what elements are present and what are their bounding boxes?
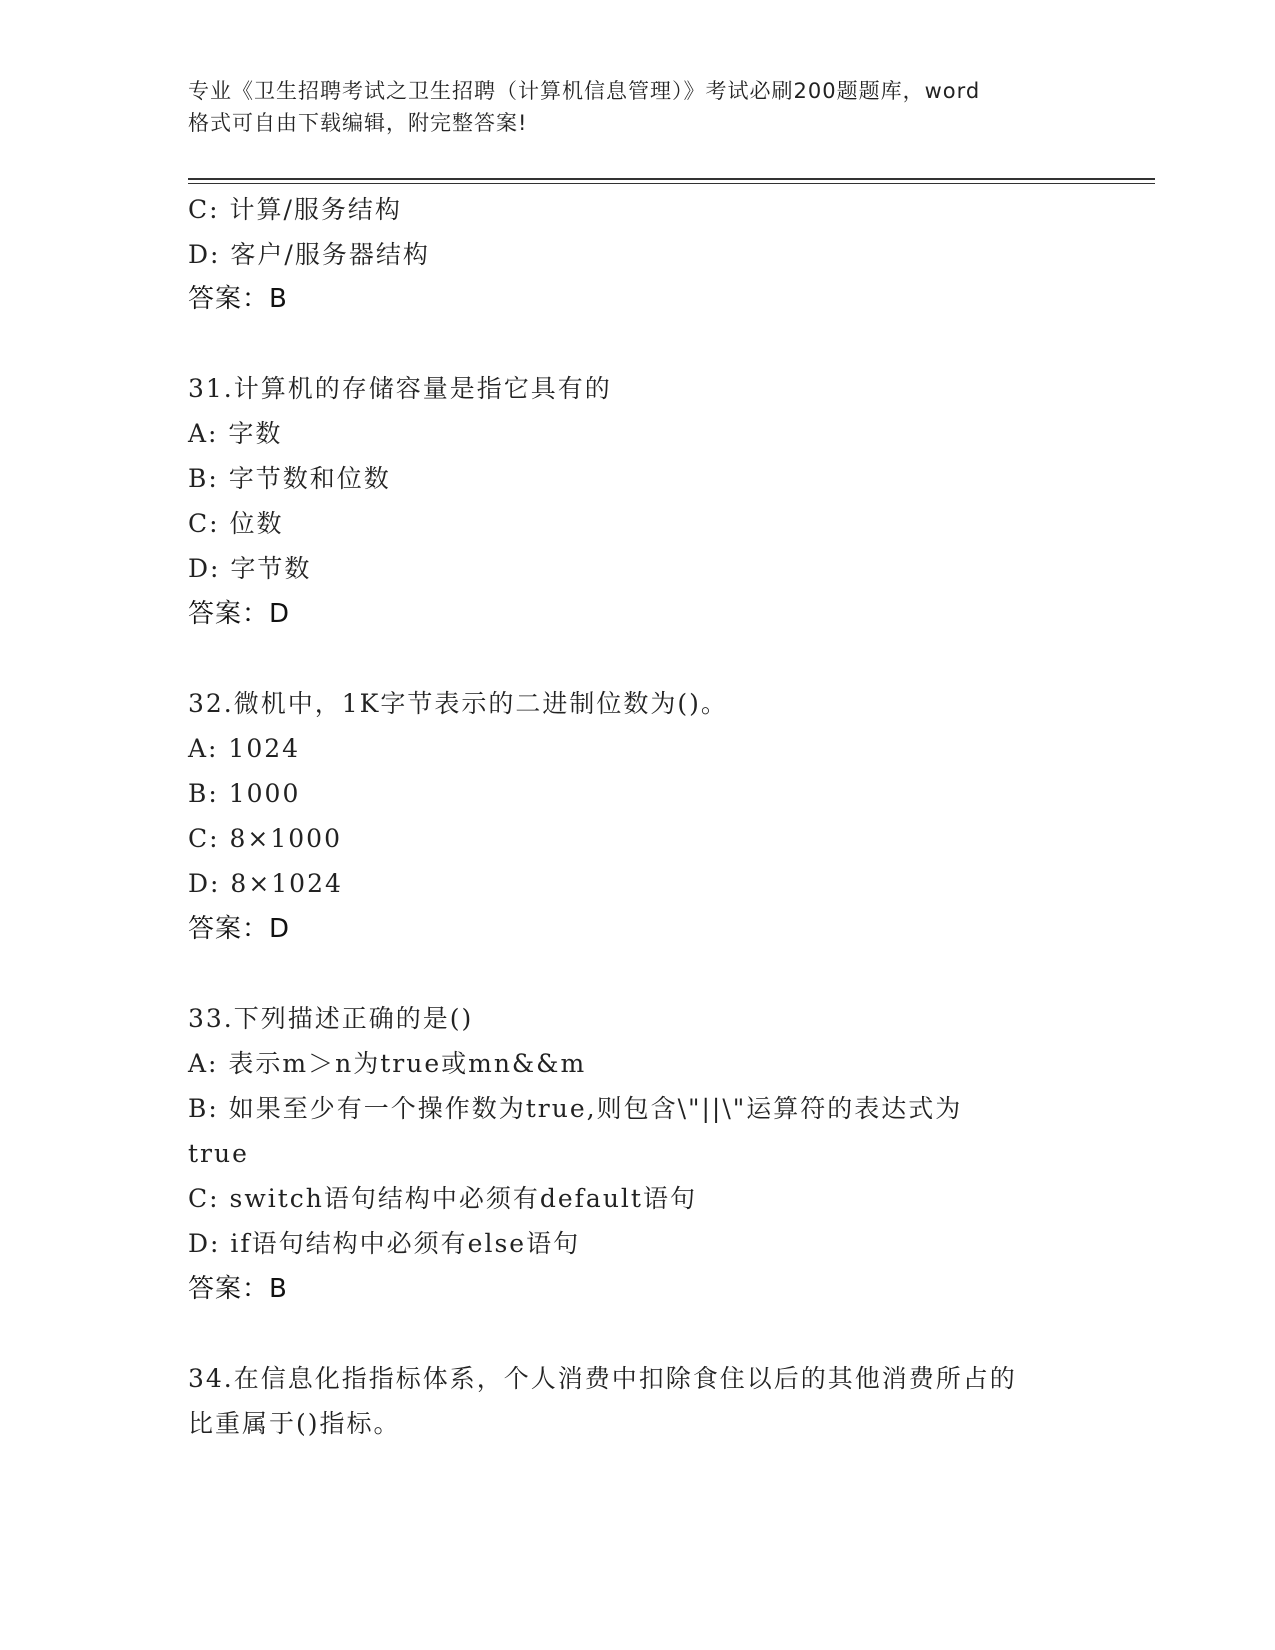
header-divider-thin [188,183,1155,184]
q31-option-d: D: 字节数 [188,554,312,583]
document-header [188,75,1088,139]
q31-option-c: C: 位数 [188,509,284,538]
q32-stem: 32.微机中，1K字节表示的二进制位数为()。 [188,689,728,718]
q31-option-b: B: 字节数和位数 [188,464,391,493]
q30-option-d: D: 客户/服务器结构 [188,240,430,269]
q30-answer: 答案：B [188,284,288,314]
q33-option-c: C: switch语句结构中必须有default语句 [188,1184,697,1213]
q32-option-a: A: 1024 [188,734,301,763]
q34-stem-line-1: 34.在信息化指指标体系，个人消费中扣除食住以后的其他消费所占的 [188,1364,1017,1393]
q33-stem: 33.下列描述正确的是() [188,1004,474,1033]
q33-answer: 答案：B [188,1274,288,1304]
q30-option-c: C: 计算/服务结构 [188,195,402,224]
q33-option-b-line-2: true [188,1139,249,1168]
q32-answer: 答案：D [188,914,291,944]
header-line-1: 专业《卫生招聘考试之卫生招聘（计算机信息管理）》考试必刷200题题库，word [188,79,981,103]
q32-option-d: D: 8×1024 [188,869,343,898]
q33-option-a: A: 表示m＞n为true或mn&&m [188,1049,587,1078]
q33-option-d: D: if语句结构中必须有else语句 [188,1229,581,1258]
q32-option-b: B: 1000 [188,779,301,808]
q34-stem-line-2: 比重属于()指标。 [188,1409,401,1438]
q32-option-c: C: 8×1000 [188,824,342,853]
header-line-2: 格式可自由下载编辑，附完整答案! [188,111,528,135]
q33-option-b-line-1: B: 如果至少有一个操作数为true,则包含\"||\"运算符的表达式为 [188,1094,963,1123]
q31-option-a: A: 字数 [188,419,283,448]
q31-answer: 答案：D [188,599,291,629]
q31-stem: 31.计算机的存储容量是指它具有的 [188,374,612,403]
header-divider-thick [188,178,1155,180]
